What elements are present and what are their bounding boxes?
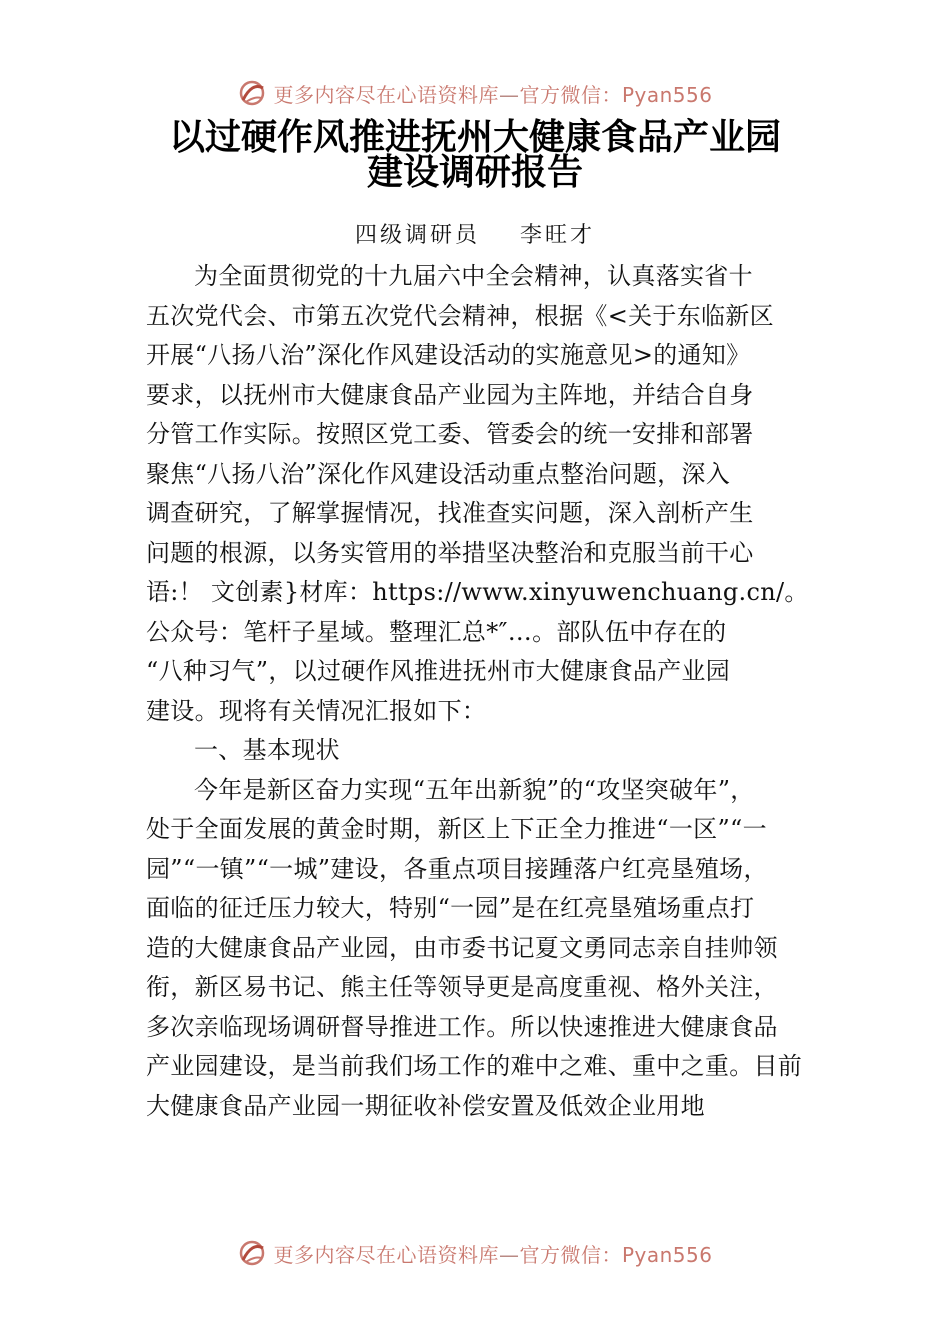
watermark-text [273, 79, 712, 108]
page-title [0, 117, 950, 193]
paragraph-2-line: 面临的征迁压力较大，特别“一园”是在红亮垦殖场重点打 [146, 894, 755, 922]
paragraph-2-line: 产业园建设，是当前我们场工作的难中之难、重中之重。目前 [146, 1052, 803, 1080]
paragraph-2-line: 多次亲临现场调研督导推进工作。所以快速推进大健康食品 [146, 1012, 778, 1041]
section-heading: 一、基本现状 [194, 736, 340, 764]
paragraph-1-line: “八种习气”，以过硬作风推进抚州市大健康食品产业园 [146, 657, 731, 685]
logo-seal-icon [237, 1238, 267, 1268]
watermark-separator: — [498, 82, 520, 107]
title-line-1: 以过硬作风推进抚州大健康食品产业园 [168, 117, 781, 158]
document-body [146, 257, 846, 1126]
paragraph-1-line: 调查研究，了解掌握情况，找准查实问题，深入剖析产生 [146, 499, 754, 527]
paragraph-1-line: 为全面贯彻党的十九届六中全会精神，认真落实省十 [194, 262, 753, 290]
paragraph-2-line: 大健康食品产业园一期征收补偿安置及低效企业用地 [146, 1091, 705, 1120]
paragraph-1-line: 问题的根源，以务实管用的举措坚决整治和克服当前干心 [146, 538, 754, 567]
paragraph-1-line: 公众号：笔杆子星域。整理汇总*″…。部队伍中存在的 [146, 617, 727, 646]
watermark-text [273, 1239, 712, 1268]
paragraph-1-line: 五次党代会、市第五次党代会精神，根据《<关于东临新区 [146, 301, 774, 330]
watermark-library: 更多内容尽在心语资料库 [273, 82, 499, 107]
logo-seal-icon [237, 78, 267, 108]
paragraph-2-line: 处于全面发展的黄金时期，新区上下正全力推进“一区”“一 [146, 815, 767, 843]
title-line-2: 建设调研报告 [366, 152, 583, 193]
watermark-separator: — [498, 1242, 520, 1267]
paragraph-2-line: 今年是新区奋力实现“五年出新貌”的“攻坚突破年”， [194, 775, 755, 804]
paragraph-2-line: 园”“一镇”“一城”建设，各重点项目接踵落户红亮垦殖场， [146, 854, 768, 883]
header-watermark [0, 75, 950, 111]
paragraph-1-line: 要求，以抚州市大健康食品产业园为主阵地，并结合自身 [146, 380, 754, 409]
paragraph-1-line: 语:！ 文创素}材库：https://www.xinyuwenchuang.cn/。 [146, 578, 809, 606]
watermark-wechat: 官方微信：Pyan556 [519, 82, 713, 107]
paragraph-2-line: 衔，新区易书记、熊主任等领导更是高度重视、格外关注， [146, 973, 778, 1001]
footer-watermark [0, 1235, 950, 1271]
author-line: 四级调研员 李旺才 [355, 223, 595, 248]
watermark-library: 更多内容尽在心语资料库 [273, 1242, 499, 1267]
watermark-wechat: 官方微信：Pyan556 [519, 1242, 713, 1267]
paragraph-1-line: 开展“八扬八治”深化作风建设活动的实施意见>的通知》 [146, 341, 751, 369]
paragraph-1-line: 聚焦“八扬八治”深化作风建设活动重点整治问题，深入 [146, 459, 731, 488]
paragraph-2-line: 造的大健康食品产业园，由市委书记夏文勇同志亲自挂帅领 [146, 933, 778, 962]
paragraph-1-line: 建设。现将有关情况汇报如下： [146, 696, 487, 725]
paragraph-1-line: 分管工作实际。按照区党工委、管委会的统一安排和部署 [146, 420, 754, 448]
